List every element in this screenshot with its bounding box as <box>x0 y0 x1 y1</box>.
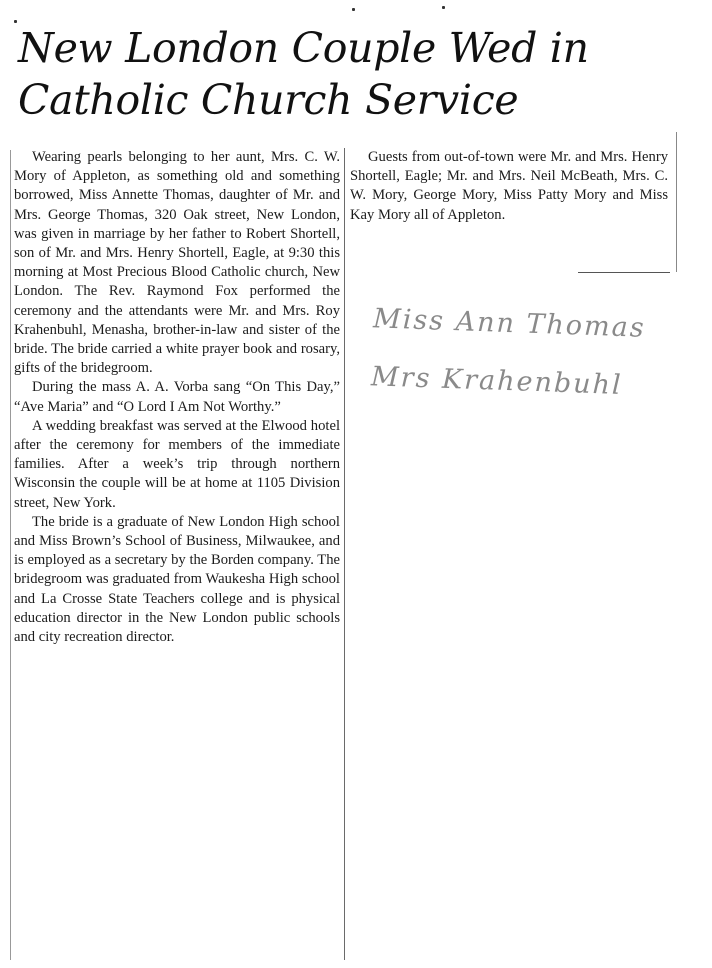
article-paragraph: During the mass A. A. Vorba sang “On This Day,” “Ave Maria” and “O Lord I Am Not Worthy.” <box>14 379 340 415</box>
article-body-right-column <box>350 148 668 225</box>
ink-speck <box>14 20 17 23</box>
ink-speck <box>442 6 445 9</box>
article-paragraph: Wearing pearls belonging to her aunt, Mrs. C. W. Mory of Appleton, as something old and something borrowed, Miss Annette Thomas, daughter of Mr. and Mrs. George Thomas, 320 Oak street, New London, was given in marriage by her father to Robert Shortell, son of Mr. and Mrs. Henry Shortell, Eagle, at 9:30 this morning at Most Precious Blood Catholic church, New London. The Rev. Raymond Fox performed the ceremony and the attendants were Mr. and Mrs. Roy Krahenbuhl, Menasha, brother-in-law and sister of the bride. The bride carried a white prayer book and rosary, gifts of the bridegroom. <box>14 149 340 377</box>
handwritten-note-line-1: Miss Ann Thomas <box>372 303 647 344</box>
headline-line-1: New London Couple Wed in <box>18 24 589 72</box>
column-divider <box>344 148 345 960</box>
guests-paragraph: Guests from out-of-town were Mr. and Mrs. Henry Shortell, Eagle; Mr. and Mrs. Neil McBeath, Mrs. C. W. Mory, George Mory, Miss Patty Mory and Miss Kay Mory all of Appleton. <box>350 149 668 223</box>
article-end-rule <box>578 272 670 273</box>
headline-line-2: Catholic Church Service <box>18 76 519 124</box>
clipping-left-edge <box>10 150 11 960</box>
handwritten-note <box>370 290 704 417</box>
ink-speck <box>352 8 355 11</box>
article-paragraph: The bride is a graduate of New London High school and Miss Brown’s School of Business, Milwaukee, and is employed as a secretary by the Borden company. The bridegroom was graduated from Waukesha High school and La Crosse State Teachers college and is physical education director in the New London public schools and city recreation director. <box>14 513 340 646</box>
handwritten-note-line-2: Mrs Krahenbuhl <box>370 361 624 401</box>
article-headline <box>18 22 698 126</box>
article-body-left-column <box>14 148 340 647</box>
article-paragraph: A wedding breakfast was served at the Elwood hotel after the ceremony for members of the immediate families. After a week’s trip through northern Wisconsin the couple will be at home at 1105 Division street, New York. <box>14 417 340 511</box>
clipping-right-edge <box>676 132 677 272</box>
